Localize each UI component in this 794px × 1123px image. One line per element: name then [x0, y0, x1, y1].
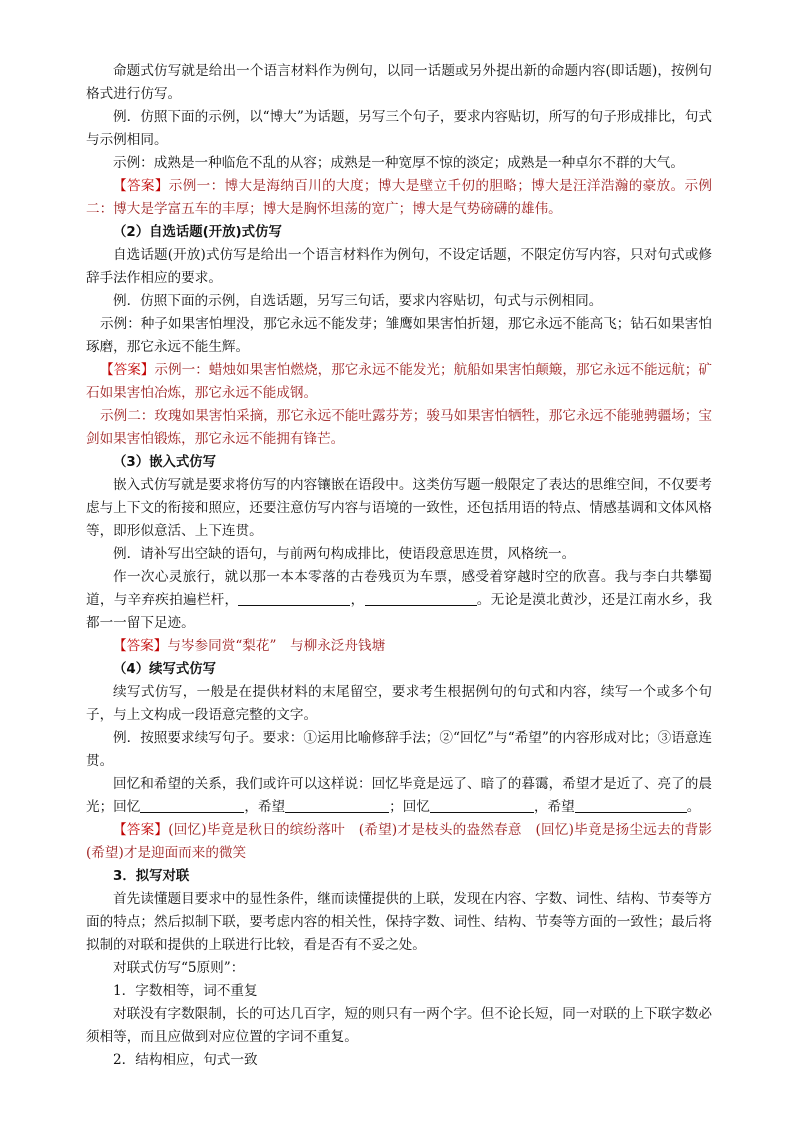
rule-heading: 1．字数相等，词不重复	[113, 983, 258, 999]
answer-text: 示例一：蜡烛如果害怕燃烧，那它永远不能发光；航船如果害怕颠簸，那它永远不能远航；矿石如果害怕冶炼，那它永远不能成钢。	[86, 362, 713, 401]
section-heading: （2）自选话题(开放)式仿写	[113, 225, 282, 240]
example-prompt: 例．仿照下面的示例，以“博大”为话题，另写三个句子，要求内容贴切，所写的句子形成排比，句式与示例相同。	[86, 109, 712, 148]
paragraph: 首先读懂题目要求中的显性条件，继而读懂提供的上联，发现在内容、字数、词性、结构、节奏等方面的特点；然后拟制下联，要考虑内容的相关性，保持字数、词性、结构、节奏等方面的一致性；最后将拟制的对联和提供的上联进行比较，看是否有不妥之处。	[86, 891, 712, 953]
passage-text: 。无论是漠北黄沙，还是江南水乡，我都一一留下足迹。	[86, 592, 713, 631]
passage-text: ，希望	[533, 799, 575, 815]
answer-tag: 【答案】	[100, 362, 155, 378]
paragraph: 自选话题(开放)式仿写是给出一个语言材料作为例句，不设定话题，不限定仿写内容，只对句式或修辞手法作相应的要求。	[86, 247, 712, 286]
answer-text: 示例一：博大是海纳百川的大度；博大是壁立千仞的胆略；博大是汪洋浩瀚的豪放。示例二：博大是学富五车的丰厚；博大是胸怀坦荡的宽广；博大是气势磅礴的雄伟。	[86, 178, 713, 217]
section-heading: （4）续写式仿写	[113, 662, 217, 677]
section-heading: （3）嵌入式仿写	[113, 455, 217, 470]
example-sample: 示例：种子如果害怕埋没，那它永远不能发芽；雏鹰如果害怕折翅，那它永远不能高飞；钻石如果害怕琢磨，那它永远不能生辉。	[86, 316, 712, 355]
section-heading: 3．拟写对联	[113, 869, 190, 884]
answer-text: 与岑参同赏“梨花” 与柳永泛舟钱塘	[167, 638, 386, 654]
passage-text: ，	[350, 592, 365, 608]
passage-text: 。	[686, 799, 701, 815]
answer-tag: 【答案】	[113, 822, 169, 838]
rule-heading: 2．结构相应，句式一致	[113, 1052, 258, 1068]
passage-text: 回忆和希望的关系，我们或许可以这样说：回忆毕竟是远了、暗了的暮霭，希望才是近了、亮了的晨光；回忆	[86, 776, 712, 815]
paragraph: 对联式仿写“5原则”：	[113, 960, 245, 976]
answer-text: 示例二：玫瑰如果害怕采摘，那它永远不能吐露芬芳；骏马如果害怕牺牲，那它永远不能驰骋疆场；宝剑如果害怕锻炼，那它永远不能拥有锋芒。	[86, 408, 712, 447]
fill-blank	[140, 798, 244, 813]
answer-tag: 【答案】	[113, 178, 169, 194]
fill-blank	[238, 591, 350, 606]
fill-blank	[430, 798, 534, 813]
answer-text: (回忆)毕竟是秋日的缤纷落叶 (希望)才是枝头的盎然春意 (回忆)毕竟是扬尘远去的背影 (希望)才是迎面而来的微笑	[86, 822, 726, 861]
fill-blank	[575, 798, 687, 813]
example-passage	[86, 566, 712, 635]
passage-text: 作一次心灵旅行，就以那一本本零落的古卷残页为车票，感受着穿越时空的欣喜。我与李白共攀蜀道，与辛弃疾拍遍栏杆，	[86, 569, 712, 608]
paragraph: 嵌入式仿写就是要求将仿写的内容镶嵌在语段中。这类仿写题一般限定了表达的思维空间，不仅要考虑与上下文的衔接和照应，还要注意仿写内容与语境的一致性，还包括用语的特点、情感基调和文体风格等，即形似意活、上下连贯。	[86, 477, 712, 539]
example-sample: 示例：成熟是一种临危不乱的从容；成熟是一种宽厚不惊的淡定；成熟是一种卓尔不群的大气。	[113, 155, 684, 171]
paragraph: 续写式仿写，一般是在提供材料的末尾留空，要求考生根据例句的句式和内容，续写一个或多个句子，与上文构成一段语意完整的文字。	[86, 684, 712, 723]
passage-text: ；回忆	[389, 799, 430, 815]
answer-paragraph	[86, 175, 712, 221]
answer-paragraph	[86, 635, 712, 658]
example-prompt: 例．按照要求续写句子。要求：①运用比喻修辞手法；②“回忆”与“希望”的内容形成对比；③语意连贯。	[86, 730, 712, 769]
paragraph: 对联没有字数限制，长的可达几百字，短的则只有一两个字。但不论长短，同一对联的上下联字数必须相等，而且应做到对应位置的字词不重复。	[86, 1006, 712, 1045]
passage-text: ，希望	[244, 799, 286, 815]
example-prompt: 例．仿照下面的示例，自选话题，另写三句话，要求内容贴切，句式与示例相同。	[113, 293, 603, 309]
answer-tag: 【答案】	[113, 638, 168, 654]
document-page	[86, 60, 726, 1072]
example-passage	[86, 773, 712, 819]
answer-paragraph	[86, 359, 712, 405]
paragraph: 命题式仿写就是给出一个语言材料作为例句，以同一话题或另外提出新的命题内容(即话题)，按例句格式进行仿写。	[86, 63, 712, 102]
example-prompt: 例．请补写出空缺的语句，与前两句构成排比，使语段意思连贯，风格统一。	[113, 546, 576, 562]
fill-blank	[285, 798, 389, 813]
fill-blank	[365, 591, 477, 606]
answer-paragraph	[86, 819, 726, 865]
